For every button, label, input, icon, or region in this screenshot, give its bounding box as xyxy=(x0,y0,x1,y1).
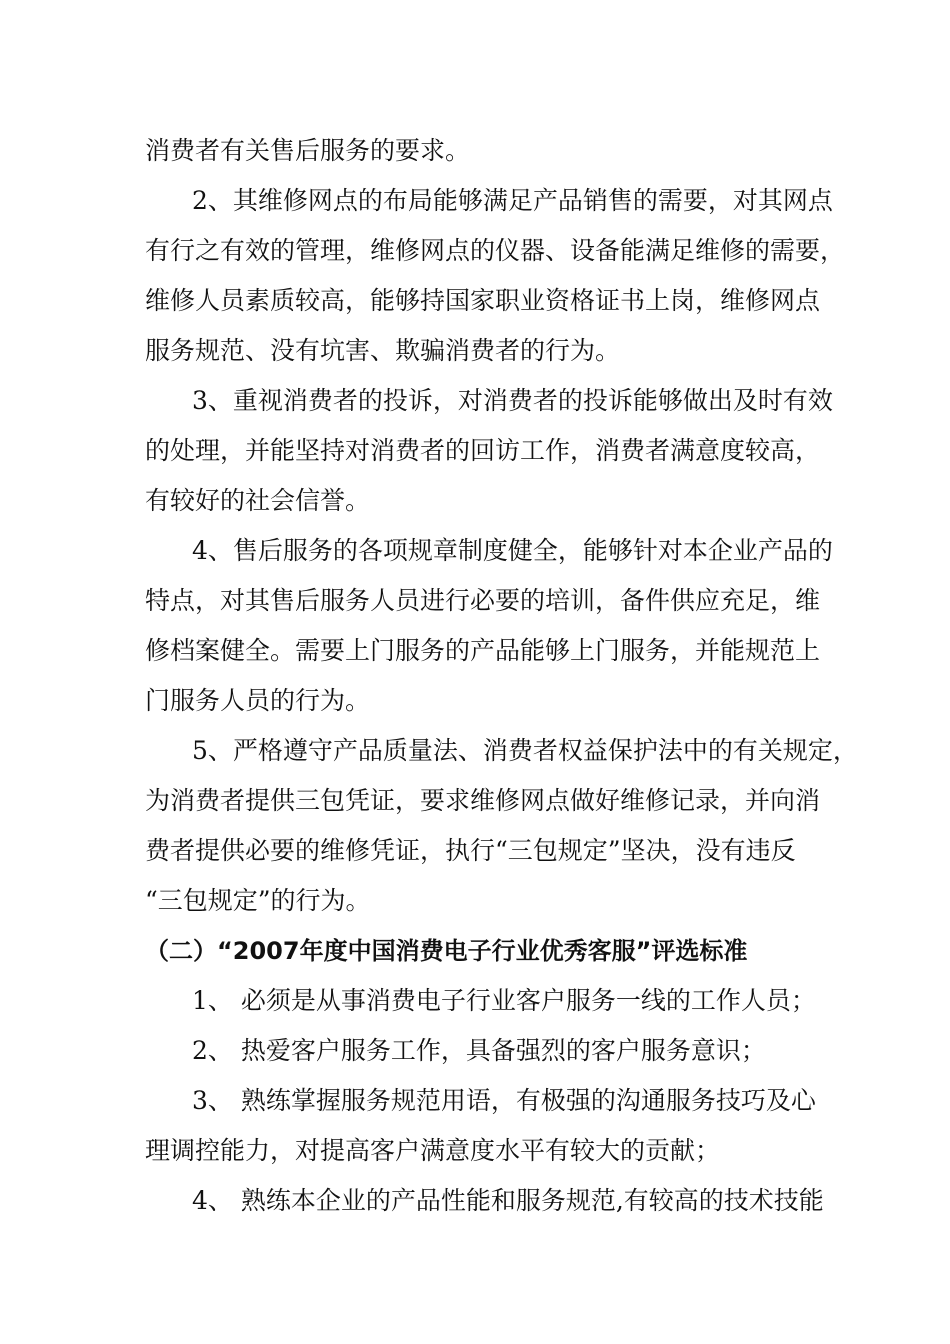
paragraph-line: 服务规范、没有坑害、欺骗消费者的行为。 xyxy=(145,336,621,365)
paragraph-line: 有较好的社会信誉。 xyxy=(145,486,371,515)
paragraph-line: 为消费者提供三包凭证，要求维修网点做好维修记录，并向消 xyxy=(145,786,821,815)
list-item-5-line: 5、严格遵守产品质量法、消费者权益保护法中的有关规定， xyxy=(192,736,858,765)
criteria-item-2-line: 2、 热爱客户服务工作，具备强烈的客户服务意识； xyxy=(192,1036,766,1065)
paragraph-line: 的处理，并能坚持对消费者的回访工作，消费者满意度较高， xyxy=(145,436,821,465)
criteria-item-3-line: 3、 熟练掌握服务规范用语，有极强的沟通服务技巧及心 xyxy=(192,1086,816,1115)
criteria-item-1-line: 1、 必须是从事消费电子行业客户服务一线的工作人员； xyxy=(192,986,816,1015)
paragraph-line: 修档案健全。需要上门服务的产品能够上门服务，并能规范上 xyxy=(145,636,821,665)
paragraph-line: “三包规定”的行为。 xyxy=(145,886,371,915)
list-item-4-line: 4、售后服务的各项规章制度健全，能够针对本企业产品的 xyxy=(192,536,833,565)
paragraph-line: 理调控能力，对提高客户满意度水平有较大的贡献； xyxy=(145,1136,721,1165)
paragraph-line: 维修人员素质较高，能够持国家职业资格证书上岗，维修网点 xyxy=(145,286,821,315)
paragraph-line: 门服务人员的行为。 xyxy=(145,686,371,715)
paragraph-line: 有行之有效的管理，维修网点的仪器、设备能满足维修的需要， xyxy=(145,236,846,265)
section-heading: （二）“2007年度中国消费电子行业优秀客服”评选标准 xyxy=(145,937,748,965)
list-item-3-line: 3、重视消费者的投诉，对消费者的投诉能够做出及时有效 xyxy=(192,386,833,415)
list-item-2-line: 2、其维修网点的布局能够满足产品销售的需要，对其网点 xyxy=(192,186,833,215)
criteria-item-4-line: 4、 熟练本企业的产品性能和服务规范,有较高的技术技能 xyxy=(192,1186,824,1215)
paragraph-line: 特点，对其售后服务人员进行必要的培训，备件供应充足，维 xyxy=(145,586,821,615)
paragraph-line: 费者提供必要的维修凭证，执行“三包规定”坚决，没有违反 xyxy=(145,836,796,865)
paragraph-line: 消费者有关售后服务的要求。 xyxy=(145,136,471,165)
